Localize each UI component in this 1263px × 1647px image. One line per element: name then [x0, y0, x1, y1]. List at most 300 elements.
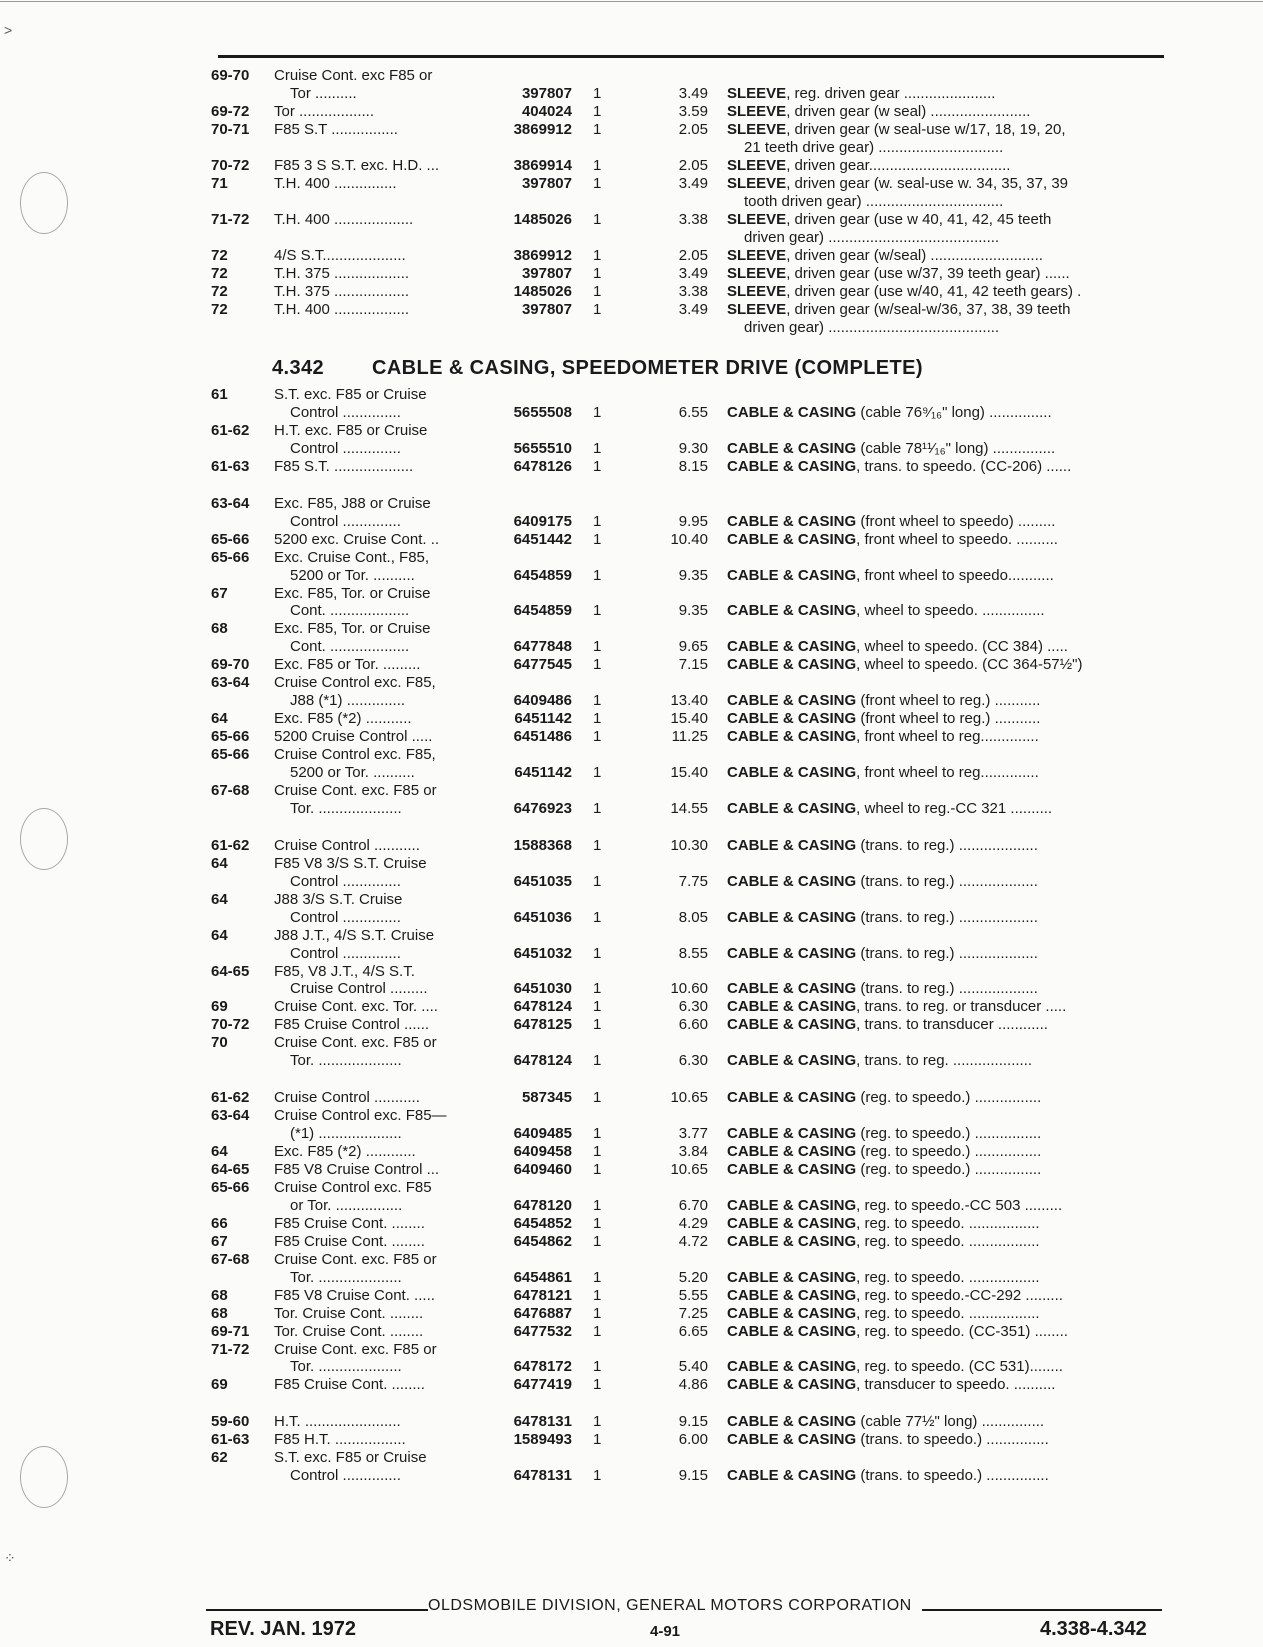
- year-cell: 65-66: [211, 548, 250, 566]
- nomenclature-cell: [727, 944, 1163, 963]
- quantity-cell: 1: [593, 1196, 602, 1214]
- application-cell: Exc. F85 (*2) ...........: [274, 710, 412, 728]
- year-cell: 65-66: [211, 746, 250, 764]
- application-cell: T.H. 400 ..................: [274, 301, 410, 318]
- part-number-cell: 6454861: [513, 1268, 572, 1286]
- application-cell: T.H. 400 ...................: [274, 211, 414, 228]
- year-cell: 72: [211, 301, 228, 318]
- nomenclature-part-name: SLEEVE: [727, 283, 787, 300]
- price-cell: 4.86: [678, 1376, 708, 1394]
- nomenclature-cell: [727, 872, 1163, 891]
- price-cell: 5.40: [678, 1358, 708, 1376]
- nomenclature-detail: , reg. to speedo. .................: [856, 1232, 1040, 1250]
- part-number-cell: 397807: [521, 301, 572, 318]
- nomenclature-part-name: CABLE & CASING: [727, 944, 857, 962]
- nomenclature-part-name: CABLE & CASING: [727, 512, 857, 530]
- nomenclature-detail: (front wheel to speedo) .........: [856, 512, 1056, 530]
- nomenclature-part-name: SLEEVE: [727, 85, 787, 102]
- nomenclature-cell: [727, 709, 1163, 728]
- price-cell: 9.65: [678, 638, 708, 656]
- nomenclature-part-name: SLEEVE: [727, 301, 787, 318]
- nomenclature-part-name: CABLE & CASING: [727, 1304, 857, 1322]
- quantity-cell: 1: [593, 836, 602, 854]
- quantity-cell: 1: [593, 764, 602, 781]
- quantity-cell: 1: [593, 872, 602, 890]
- quantity-cell: 1: [593, 692, 602, 710]
- part-number-cell: 6478131: [513, 1467, 572, 1485]
- price-cell: 4.29: [678, 1214, 708, 1232]
- quantity-cell: 1: [593, 175, 602, 192]
- part-number-cell: 3869914: [513, 157, 572, 174]
- nomenclature-part-name: CABLE & CASING: [727, 872, 857, 890]
- nomenclature-part-name: CABLE & CASING: [727, 908, 857, 926]
- nomenclature-cell: [727, 174, 1163, 193]
- quantity-cell: 1: [593, 103, 602, 120]
- part-number-cell: 6451142: [514, 764, 572, 781]
- part-number-cell: 6409458: [513, 1143, 572, 1161]
- price-cell: 9.15: [678, 1467, 708, 1485]
- nomenclature-detail: , driven gear (w seal-use w/17, 18, 19, 20,: [786, 121, 1066, 138]
- price-cell: 6.30: [678, 998, 708, 1016]
- part-number-cell: 6476887: [513, 1304, 572, 1322]
- application-cell: J88 (*1) ..............: [290, 692, 406, 710]
- binder-hole-middle: [20, 808, 68, 870]
- year-cell: 72: [211, 247, 228, 264]
- price-cell: 3.49: [678, 301, 708, 318]
- price-cell: 9.35: [678, 602, 708, 620]
- nomenclature-detail: , reg. driven gear ......................: [786, 85, 996, 102]
- nomenclature-part-name: CABLE & CASING: [727, 1322, 857, 1340]
- year-cell: 63-64: [211, 674, 250, 692]
- nomenclature-part-name: CABLE & CASING: [727, 1196, 857, 1214]
- year-cell: 65-66: [211, 1178, 250, 1196]
- quantity-cell: 1: [593, 512, 602, 530]
- price-cell: 4.72: [678, 1232, 708, 1250]
- application-cell: Tor. ....................: [290, 1268, 402, 1286]
- footer-section-ref: 4.338-4.342: [1040, 1618, 1147, 1640]
- price-cell: 7.25: [678, 1304, 708, 1322]
- binder-hole-top: [20, 172, 68, 234]
- year-cell: 67-68: [211, 1250, 250, 1268]
- year-cell: 68: [211, 1304, 228, 1322]
- nomenclature-cell: [727, 727, 1163, 746]
- part-number-cell: 5655510: [513, 439, 572, 457]
- nomenclature-cell: [727, 1430, 1163, 1449]
- application-cell: 5200 or Tor. ..........: [290, 566, 415, 584]
- application-cell: Exc. F85, J88 or Cruise: [274, 494, 431, 512]
- quantity-cell: 1: [593, 1358, 602, 1376]
- nomenclature-part-name: CABLE & CASING: [727, 1052, 857, 1070]
- nomenclature-part-name: CABLE & CASING: [727, 728, 857, 746]
- nomenclature-cell: [727, 1286, 1163, 1305]
- year-cell: 65-66: [211, 728, 250, 746]
- part-number-cell: 6478131: [513, 1413, 572, 1431]
- nomenclature-cell: [727, 84, 1163, 103]
- price-cell: 10.40: [670, 530, 708, 548]
- part-number-cell: 5655508: [513, 403, 572, 421]
- application-cell: 4/S S.T....................: [274, 247, 406, 264]
- price-cell: 7.15: [678, 656, 708, 674]
- quantity-cell: 1: [593, 1125, 602, 1143]
- application-cell: Control ..............: [290, 908, 401, 926]
- application-cell: (*1) ....................: [290, 1125, 402, 1143]
- price-cell: 9.95: [678, 512, 708, 530]
- application-cell: F85 Cruise Cont. ........: [274, 1214, 425, 1232]
- quantity-cell: 1: [593, 85, 602, 102]
- nomenclature-detail: driven gear) .........................................: [744, 229, 1000, 246]
- nomenclature-detail: (trans. to reg.) ...................: [856, 980, 1038, 998]
- nomenclature-part-name: SLEEVE: [727, 265, 787, 282]
- quantity-cell: 1: [593, 265, 602, 282]
- part-number-cell: 6476923: [513, 799, 572, 817]
- year-cell: 61-62: [211, 1089, 250, 1107]
- nomenclature-detail: (trans. to speedo.) ...............: [856, 1431, 1049, 1449]
- price-cell: 2.05: [678, 157, 708, 174]
- application-cell: Exc. F85, Tor. or Cruise: [274, 620, 431, 638]
- nomenclature-detail: (trans. to reg.) ...................: [856, 872, 1038, 890]
- nomenclature-cell: [727, 1304, 1163, 1323]
- application-cell: Tor. Cruise Cont. ........: [274, 1322, 424, 1340]
- quantity-cell: 1: [593, 638, 602, 656]
- price-cell: 3.38: [678, 211, 708, 228]
- application-cell: Cruise Cont. exc. Tor. ....: [274, 998, 438, 1016]
- nomenclature-detail: , reg. to speedo. .................: [856, 1268, 1040, 1286]
- application-cell: Tor ..........: [290, 85, 357, 102]
- nomenclature-cell: [727, 763, 1163, 782]
- nomenclature-cell: [727, 637, 1163, 656]
- nomenclature-detail: , wheel to speedo. (CC 364-57½"): [856, 656, 1083, 674]
- application-cell: F85 Cruise Cont. ........: [274, 1232, 425, 1250]
- application-cell: Cruise Control exc. F85—: [274, 1107, 447, 1125]
- price-cell: 8.55: [678, 944, 708, 962]
- nomenclature-cell: [727, 908, 1163, 927]
- price-cell: 10.65: [670, 1089, 708, 1107]
- quantity-cell: 1: [593, 1286, 602, 1304]
- part-number-cell: 6478126: [513, 457, 572, 475]
- nomenclature-cell: [727, 120, 1163, 139]
- year-cell: 69-70: [211, 656, 250, 674]
- application-cell: 5200 or Tor. ..........: [290, 764, 415, 781]
- nomenclature-detail: , driven gear (use w/37, 39 teeth gear) ......: [786, 265, 1070, 282]
- application-cell: or Tor. ................: [290, 1196, 403, 1214]
- year-cell: 65-66: [211, 530, 250, 548]
- quantity-cell: 1: [593, 998, 602, 1016]
- nomenclature-part-name: CABLE & CASING: [727, 1376, 857, 1394]
- price-cell: 7.75: [678, 872, 708, 890]
- scan-edge-line: [0, 1, 1263, 2]
- nomenclature-part-name: CABLE & CASING: [727, 710, 857, 728]
- nomenclature-cell: [727, 1015, 1163, 1034]
- nomenclature-cell: [727, 1196, 1163, 1215]
- year-cell: 69-72: [211, 103, 250, 120]
- nomenclature-cell: [727, 1214, 1163, 1233]
- nomenclature-part-name: CABLE & CASING: [727, 1358, 857, 1376]
- nomenclature-detail: driven gear) .........................................: [744, 319, 1000, 336]
- nomenclature-part-name: SLEEVE: [727, 247, 787, 264]
- application-cell: Tor. ....................: [290, 799, 402, 817]
- nomenclature-cell: [727, 156, 1163, 175]
- nomenclature-detail: (trans. to speedo.) ...............: [856, 1467, 1049, 1485]
- price-cell: 5.20: [678, 1268, 708, 1286]
- nomenclature-cell: [727, 403, 1163, 422]
- price-cell: 15.40: [670, 710, 708, 728]
- price-cell: 6.65: [678, 1322, 708, 1340]
- section-title-text: CABLE & CASING, SPEEDOMETER DRIVE (COMPLETE): [372, 357, 923, 379]
- footer-revision: REV. JAN. 1972: [210, 1618, 357, 1640]
- nomenclature-cell: [727, 210, 1163, 229]
- nomenclature-cell: [727, 601, 1163, 620]
- quantity-cell: 1: [593, 908, 602, 926]
- year-cell: 69-70: [211, 67, 250, 84]
- part-number-cell: 6451030: [513, 980, 572, 998]
- nomenclature-part-name: CABLE & CASING: [727, 799, 857, 817]
- application-cell: Control ..............: [290, 403, 401, 421]
- application-cell: 5200 Cruise Control .....: [274, 728, 433, 746]
- price-cell: 6.60: [678, 1016, 708, 1034]
- price-cell: 5.55: [678, 1286, 708, 1304]
- application-cell: Cruise Control ...........: [274, 836, 420, 854]
- nomenclature-cell: [727, 691, 1163, 710]
- part-number-cell: 1588368: [513, 836, 572, 854]
- nomenclature-detail: (reg. to speedo.) ................: [856, 1089, 1042, 1107]
- application-cell: F85 S.T. ...................: [274, 457, 414, 475]
- footer-rule-left: [206, 1609, 428, 1611]
- year-cell: 61-63: [211, 457, 250, 475]
- footer-company: OLDSMOBILE DIVISION, GENERAL MOTORS CORPORATION: [428, 1597, 912, 1614]
- quantity-cell: 1: [593, 1232, 602, 1250]
- quantity-cell: 1: [593, 1016, 602, 1034]
- nomenclature-cell: [727, 1322, 1163, 1341]
- application-cell: Exc. Cruise Cont., F85,: [274, 548, 430, 566]
- application-cell: Exc. F85 (*2) ............: [274, 1143, 416, 1161]
- quantity-cell: 1: [593, 301, 602, 318]
- application-cell: Cruise Control ...........: [274, 1089, 420, 1107]
- nomenclature-detail: (front wheel to reg.) ...........: [856, 692, 1041, 710]
- nomenclature-cell: [727, 1375, 1163, 1394]
- price-cell: 2.05: [678, 121, 708, 138]
- nomenclature-detail: , driven gear..................................: [786, 157, 1011, 174]
- application-cell: F85 Cruise Cont. ........: [274, 1376, 425, 1394]
- application-cell: Cont. ...................: [290, 602, 410, 620]
- application-cell: F85 S.T ................: [274, 121, 398, 138]
- price-cell: 14.55: [670, 799, 708, 817]
- nomenclature-part-name: CABLE & CASING: [727, 566, 857, 584]
- application-cell: J88 J.T., 4/S S.T. Cruise: [274, 926, 435, 944]
- binder-hole-bottom: [20, 1446, 68, 1508]
- nomenclature-cell: [727, 1268, 1163, 1287]
- nomenclature-part-name: CABLE & CASING: [727, 457, 857, 475]
- nomenclature-cell: [727, 1142, 1163, 1161]
- part-number-cell: 6477848: [513, 638, 572, 656]
- application-cell: H.T. exc. F85 or Cruise: [274, 421, 428, 439]
- nomenclature-detail: , reg. to speedo. .................: [856, 1214, 1040, 1232]
- part-number-cell: 6409175: [513, 512, 572, 530]
- year-cell: 69-71: [211, 1322, 250, 1340]
- price-cell: 10.30: [670, 836, 708, 854]
- nomenclature-cell: [727, 282, 1163, 301]
- year-cell: 67: [211, 1232, 228, 1250]
- quantity-cell: 1: [593, 457, 602, 475]
- part-number-cell: 6451486: [513, 728, 572, 746]
- nomenclature-cell: [727, 979, 1163, 998]
- nomenclature-cell: [727, 836, 1163, 855]
- part-number-cell: 6409460: [513, 1161, 572, 1178]
- price-cell: 6.00: [678, 1431, 708, 1449]
- nomenclature-cell: [727, 439, 1163, 458]
- quantity-cell: 1: [593, 403, 602, 421]
- footer-page-number: 4-91: [650, 1623, 681, 1640]
- application-cell: T.H. 400 ...............: [274, 175, 397, 192]
- year-cell: 64-65: [211, 1161, 250, 1178]
- application-cell: Control ..............: [290, 872, 401, 890]
- year-cell: 72: [211, 283, 228, 300]
- part-number-cell: 587345: [521, 1089, 572, 1107]
- top-rule: [218, 55, 1164, 58]
- quantity-cell: 1: [593, 710, 602, 728]
- application-cell: J88 3/S S.T. Cruise: [274, 890, 403, 908]
- price-cell: 3.77: [678, 1125, 708, 1143]
- year-cell: 72: [211, 265, 228, 282]
- nomenclature-cell: [744, 228, 1163, 247]
- application-cell: S.T. exc. F85 or Cruise: [274, 386, 427, 403]
- nomenclature-cell: [727, 1124, 1163, 1143]
- nomenclature-cell: [744, 318, 1163, 337]
- nomenclature-detail: (reg. to speedo.) ................: [856, 1143, 1042, 1161]
- application-cell: F85 3 S S.T. exc. H.D. ...: [274, 157, 440, 174]
- application-cell: T.H. 375 ..................: [274, 265, 410, 282]
- part-number-cell: 6454852: [513, 1214, 572, 1232]
- year-cell: 69: [211, 998, 228, 1016]
- application-cell: Control ..............: [290, 944, 401, 962]
- nomenclature-part-name: CABLE & CASING: [727, 1016, 857, 1034]
- nomenclature-part-name: CABLE & CASING: [727, 1089, 857, 1107]
- nomenclature-detail: , driven gear (w. seal-use w. 34, 35, 37, 39: [786, 175, 1069, 192]
- nomenclature-part-name: SLEEVE: [727, 157, 787, 174]
- part-number-cell: 6478124: [513, 998, 572, 1016]
- application-cell: Cruise Control exc. F85: [274, 1178, 432, 1196]
- nomenclature-part-name: CABLE & CASING: [727, 1268, 857, 1286]
- nomenclature-part-name: CABLE & CASING: [727, 1125, 857, 1143]
- nomenclature-part-name: CABLE & CASING: [727, 836, 857, 854]
- nomenclature-part-name: CABLE & CASING: [727, 1286, 857, 1304]
- part-number-cell: 6409486: [513, 692, 572, 710]
- nomenclature-detail: (trans. to reg.) ...................: [856, 944, 1038, 962]
- nomenclature-cell: [727, 512, 1163, 531]
- nomenclature-detail: , front wheel to reg..............: [856, 764, 1039, 781]
- year-cell: 64: [211, 926, 228, 944]
- nomenclature-detail: , wheel to speedo. ...............: [856, 602, 1045, 620]
- application-cell: Cruise Control exc. F85,: [274, 746, 436, 764]
- nomenclature-part-name: SLEEVE: [727, 211, 787, 228]
- nomenclature-detail: (reg. to speedo.) ................: [856, 1125, 1042, 1143]
- year-cell: 64: [211, 890, 228, 908]
- nomenclature-detail: , reg. to speedo. (CC 531)........: [856, 1358, 1063, 1376]
- nomenclature-cell: [727, 457, 1163, 476]
- year-cell: 64: [211, 854, 228, 872]
- application-cell: Tor ..................: [274, 103, 375, 120]
- nomenclature-part-name: CABLE & CASING: [727, 1431, 857, 1449]
- application-cell: F85 V8 Cruise Cont. .....: [274, 1286, 435, 1304]
- nomenclature-part-name: SLEEVE: [727, 121, 787, 138]
- quantity-cell: 1: [593, 1161, 602, 1178]
- part-number-cell: 6478120: [513, 1196, 572, 1214]
- year-cell: 68: [211, 620, 228, 638]
- part-number-cell: 397807: [521, 85, 572, 102]
- quantity-cell: 1: [593, 656, 602, 674]
- nomenclature-part-name: CABLE & CASING: [727, 1143, 857, 1161]
- price-cell: 6.30: [678, 1052, 708, 1070]
- section-number: 4.342: [272, 357, 325, 379]
- year-cell: 64: [211, 710, 228, 728]
- nomenclature-detail: , front wheel to reg..............: [856, 728, 1039, 746]
- part-number-cell: 6477419: [513, 1376, 572, 1394]
- year-cell: 61-63: [211, 1431, 250, 1449]
- part-number-cell: 6477545: [513, 656, 572, 674]
- year-cell: 70: [211, 1034, 228, 1052]
- price-cell: 3.38: [678, 283, 708, 300]
- application-cell: Control ..............: [290, 439, 401, 457]
- nomenclature-detail: (reg. to speedo.) ................: [856, 1161, 1042, 1178]
- application-cell: Cruise Cont. exc. F85 or: [274, 1340, 437, 1358]
- nomenclature-detail: , reg. to speedo.-CC 503 .........: [856, 1196, 1063, 1214]
- year-cell: 66: [211, 1214, 228, 1232]
- price-cell: 3.49: [678, 85, 708, 102]
- nomenclature-part-name: CABLE & CASING: [727, 1413, 857, 1431]
- quantity-cell: 1: [593, 1413, 602, 1431]
- application-cell: Cruise Cont. exc. F85 or: [274, 1250, 437, 1268]
- nomenclature-detail: , trans. to speedo. (CC-206) ......: [856, 457, 1072, 475]
- price-cell: 6.55: [678, 403, 708, 421]
- quantity-cell: 1: [593, 980, 602, 998]
- quantity-cell: 1: [593, 247, 602, 264]
- nomenclature-cell: [727, 102, 1163, 121]
- part-number-cell: 6454859: [513, 566, 572, 584]
- part-number-cell: 3869912: [513, 121, 572, 138]
- application-cell: S.T. exc. F85 or Cruise: [274, 1449, 427, 1467]
- nomenclature-detail: , driven gear (w/seal) ...........................: [786, 247, 1043, 264]
- nomenclature-part-name: CABLE & CASING: [727, 530, 857, 548]
- quantity-cell: 1: [593, 602, 602, 620]
- nomenclature-detail: , driven gear (use w 40, 41, 42, 45 teeth: [786, 211, 1052, 228]
- year-cell: 63-64: [211, 494, 250, 512]
- price-cell: 3.84: [678, 1143, 708, 1161]
- application-cell: Cont. ...................: [290, 638, 410, 656]
- section-heading: [272, 357, 923, 380]
- part-number-cell: 6451032: [513, 944, 572, 962]
- nomenclature-part-name: SLEEVE: [727, 103, 787, 120]
- year-cell: 70-72: [211, 157, 250, 174]
- part-number-cell: 6451035: [513, 872, 572, 890]
- year-cell: 71-72: [211, 211, 250, 228]
- nomenclature-cell: [727, 1232, 1163, 1251]
- year-cell: 61-62: [211, 836, 250, 854]
- year-cell: 64-65: [211, 962, 250, 980]
- price-cell: 9.35: [678, 566, 708, 584]
- application-cell: 5200 exc. Cruise Cont. ..: [274, 530, 440, 548]
- nomenclature-cell: [727, 300, 1163, 319]
- nomenclature-cell: [727, 1357, 1163, 1376]
- application-cell: Control ..............: [290, 1467, 401, 1485]
- nomenclature-part-name: CABLE & CASING: [727, 998, 857, 1016]
- year-cell: 67: [211, 584, 228, 602]
- footer-rule-right: [922, 1609, 1162, 1611]
- quantity-cell: 1: [593, 1431, 602, 1449]
- year-cell: 67-68: [211, 781, 250, 799]
- quantity-cell: 1: [593, 728, 602, 746]
- application-cell: F85 V8 Cruise Control ...: [274, 1161, 440, 1178]
- nomenclature-cell: [727, 264, 1163, 283]
- application-cell: Tor. Cruise Cont. ........: [274, 1304, 424, 1322]
